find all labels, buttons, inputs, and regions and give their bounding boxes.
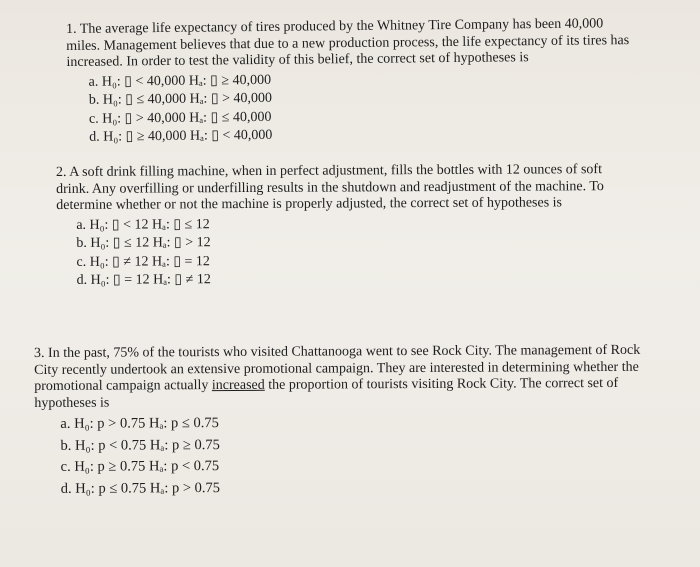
question-2-option-a: a. H₀: ▯ < 12 Hₐ: ▯ ≤ 12 [76, 216, 210, 233]
question-1-option-a: a. H₀: ▯ < 40,000 Hₐ: ▯ ≥ 40,000 [88, 72, 272, 90]
question-1-option-c: c. H₀: ▯ > 40,000 Hₐ: ▯ ≤ 40,000 [88, 109, 272, 127]
question-2-option-d: d. H₀: ▯ = 12 Hₐ: ▯ ≠ 12 [76, 272, 211, 288]
question-2-stem: 2. A soft drink filling machine, when in perfect adjustment, fills the bottles with 12 ounces of soft drink. Any overfilling or underfilling results in the shutdown and readjustment of the machine. To determine whether or not the machine is properly adjusted, the correct set of hypotheses is [56, 162, 604, 213]
question-3-emphasis: increased [211, 377, 265, 394]
question-3-stem-start: 3. In the past, 75% of the tourists who visited Chattanooga went to see Rock City. The management of Rock City recently undertook an extensive promotional campaign. They are interested in determining whether the promotional campaign actually [34, 342, 641, 394]
question-2-option-b: b. H₀: ▯ ≤ 12 Hₐ: ▯ > 12 [76, 235, 211, 251]
question-3-option-a: a. H₀: p > 0.75 Hₐ: p ≤ 0.75 [60, 415, 219, 432]
question-3 [34, 343, 665, 500]
question-3-options [34, 411, 664, 500]
question-1-options [67, 68, 638, 148]
question-3-option-c: c. H₀: p ≥ 0.75 Hₐ: p < 0.75 [60, 458, 220, 475]
question-3-option-d: d. H₀: p ≤ 0.75 Hₐ: p > 0.75 [60, 479, 221, 497]
question-1-stem: 1. The average life expectancy of tires produced by the Whitney Tire Company has been 40,000 miles. Management believes that due to a new production process, the life expectancy of its tires has increased. In order to test the validity of this belief, the correct set of hypotheses is [66, 16, 630, 70]
question-2-options [56, 214, 626, 291]
question-3-option-b: b. H₀: p < 0.75 Hₐ: p ≥ 0.75 [60, 436, 220, 454]
question-3-stem-end: the proportion of tourists visiting Rock City. The correct set of hypotheses is [34, 375, 619, 411]
question-3-stem [34, 343, 664, 412]
question-1-option-d: d. H₀: ▯ ≥ 40,000 Hₐ: ▯ < 40,000 [89, 127, 273, 145]
question-2 [56, 162, 627, 290]
question-1 [66, 16, 637, 147]
question-1-option-b: b. H₀: ▯ ≤ 40,000 Hₐ: ▯ > 40,000 [88, 90, 273, 108]
question-2-option-c: c. H₀: ▯ ≠ 12 Hₐ: ▯ = 12 [76, 253, 210, 270]
